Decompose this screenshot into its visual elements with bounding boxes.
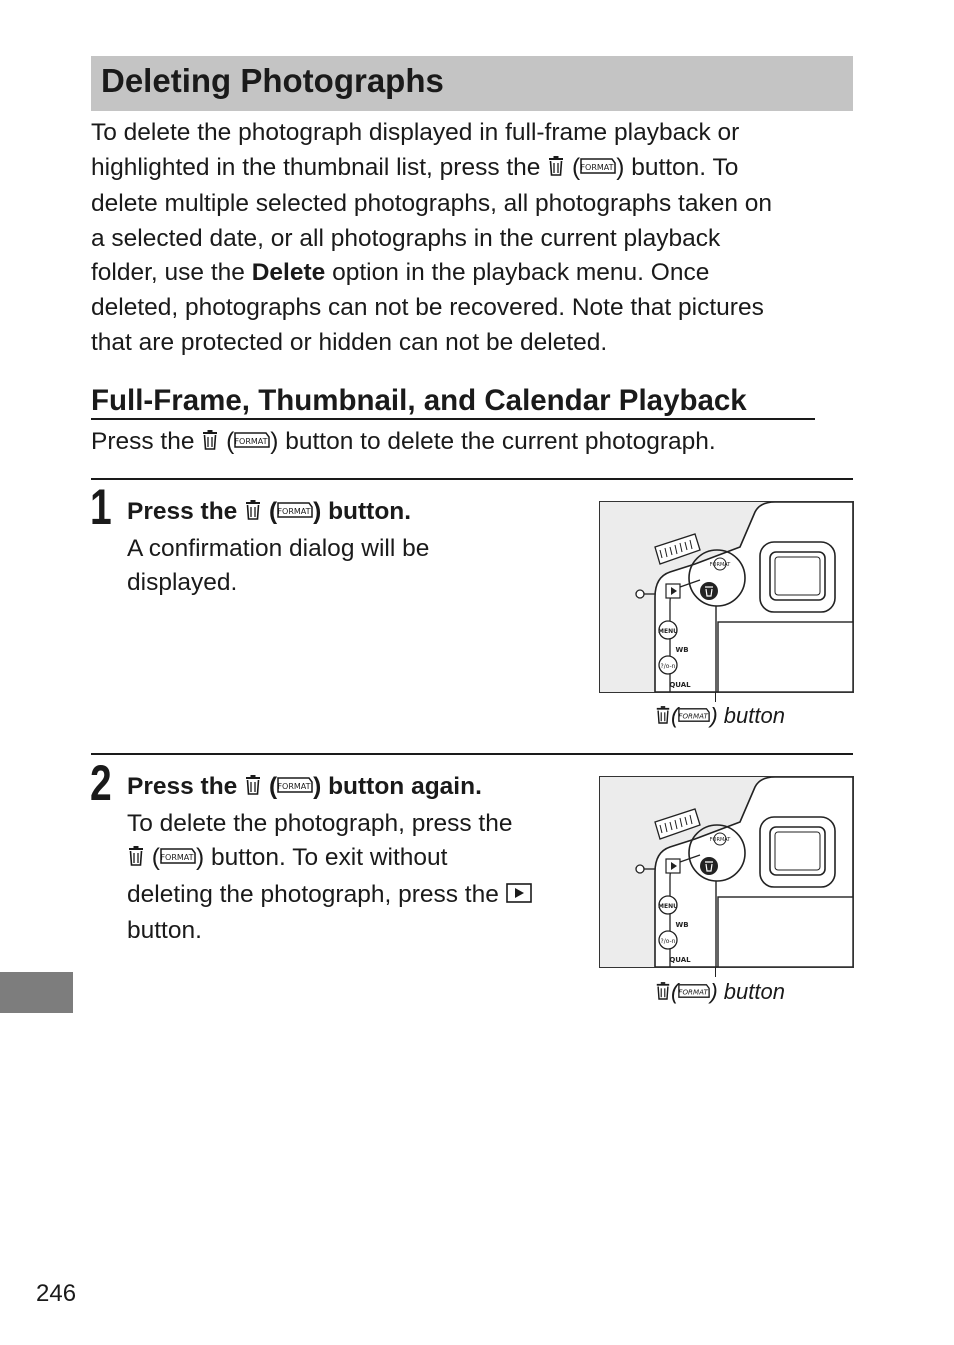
camera-format-label: FORMAT: [709, 837, 731, 843]
camera-wb-label: WB: [675, 921, 689, 929]
camera-protect-label: ?/o-n: [660, 663, 676, 670]
svg-text:FORMAT: FORMAT: [277, 782, 311, 791]
camera-protect-label: ?/o-n: [660, 938, 676, 945]
subsection-title: Full-Frame, Thumbnail, and Calendar Playback: [91, 384, 747, 417]
camera-menu-label: MENU: [658, 903, 678, 910]
section-title: Deleting Photographs: [101, 62, 444, 99]
step-2-caption: ( FORMAT ) button: [655, 977, 785, 1009]
format-icon: [678, 979, 710, 1009]
body-line: that are protected or hidden can not be deleted.: [91, 328, 608, 356]
step-2-divider: [91, 753, 853, 755]
step-1-title: Press the ( FORMAT ) button.: [127, 495, 587, 532]
camera-qual-label: QUAL: [669, 956, 691, 964]
svg-text:FORMAT: FORMAT: [277, 507, 311, 516]
step-line: displayed.: [127, 569, 238, 597]
step-1-text: [127, 495, 587, 601]
step-2-number: 2: [90, 755, 112, 811]
svg-text:FORMAT: FORMAT: [678, 711, 709, 721]
format-icon: [580, 153, 616, 188]
format-icon: [678, 703, 710, 733]
body-line: highlighted in the thumbnail list, press the ( FORMAT ) button. To: [91, 151, 861, 188]
camera-menu-label: MENU: [658, 628, 678, 635]
step-2-text: [127, 770, 587, 949]
step-line: ( FORMAT ) button. To exit without: [127, 841, 587, 878]
step-line: button.: [127, 917, 202, 945]
step-2-title: Press the ( FORMAT ) button again.: [127, 770, 587, 807]
camera-format-label: FORMAT: [709, 562, 731, 568]
trash-icon: [244, 497, 262, 532]
delete-option-label: Delete: [251, 259, 326, 287]
body-line: delete multiple selected photographs, all photographs taken on: [91, 190, 773, 218]
format-icon: [160, 843, 196, 878]
step-1-divider: [91, 478, 853, 480]
trash-icon: [201, 427, 219, 461]
trash-icon: [655, 979, 671, 1009]
page-number: 246: [36, 1280, 77, 1307]
trash-icon: [127, 843, 145, 878]
format-icon: [234, 427, 270, 461]
trash-icon: [655, 703, 671, 733]
body-line: folder, use the Delete option in the playback menu. Once: [91, 259, 710, 287]
format-icon: [277, 772, 313, 807]
step-line: deleting the photograph, press the: [127, 878, 587, 915]
callout-line: [715, 967, 716, 977]
trash-icon: [547, 153, 565, 188]
body-line: deleted, photographs can not be recovered. Note that pictures: [91, 293, 764, 321]
camera-wb-label: WB: [675, 646, 689, 654]
camera-back-illustration: [599, 776, 854, 968]
chapter-tab: [0, 972, 73, 1013]
camera-qual-label: QUAL: [669, 681, 691, 689]
body-line: To delete the photograph displayed in full-frame playback or: [91, 119, 740, 146]
playback-icon: [506, 880, 532, 915]
format-icon: [277, 497, 313, 532]
svg-text:FORMAT: FORMAT: [160, 853, 194, 863]
intro-paragraph: [91, 116, 861, 360]
camera-back-illustration: [599, 501, 854, 693]
svg-text:FORMAT: FORMAT: [580, 162, 614, 172]
svg-text:FORMAT: FORMAT: [678, 987, 709, 997]
svg-text:FORMAT: FORMAT: [234, 437, 268, 446]
step-line: A confirmation dialog will be: [127, 534, 430, 562]
step-1-number: 1: [90, 479, 112, 535]
step-1-caption: ( FORMAT ) button: [655, 701, 785, 733]
body-line: a selected date, or all photographs in the current playback: [91, 224, 721, 252]
step-line: To delete the photograph, press the: [127, 809, 513, 837]
subsection-intro: Press the ( FORMAT ) button to delete the current photograph.: [91, 425, 716, 461]
trash-icon: [244, 772, 262, 807]
subsection-underline: [91, 418, 815, 420]
